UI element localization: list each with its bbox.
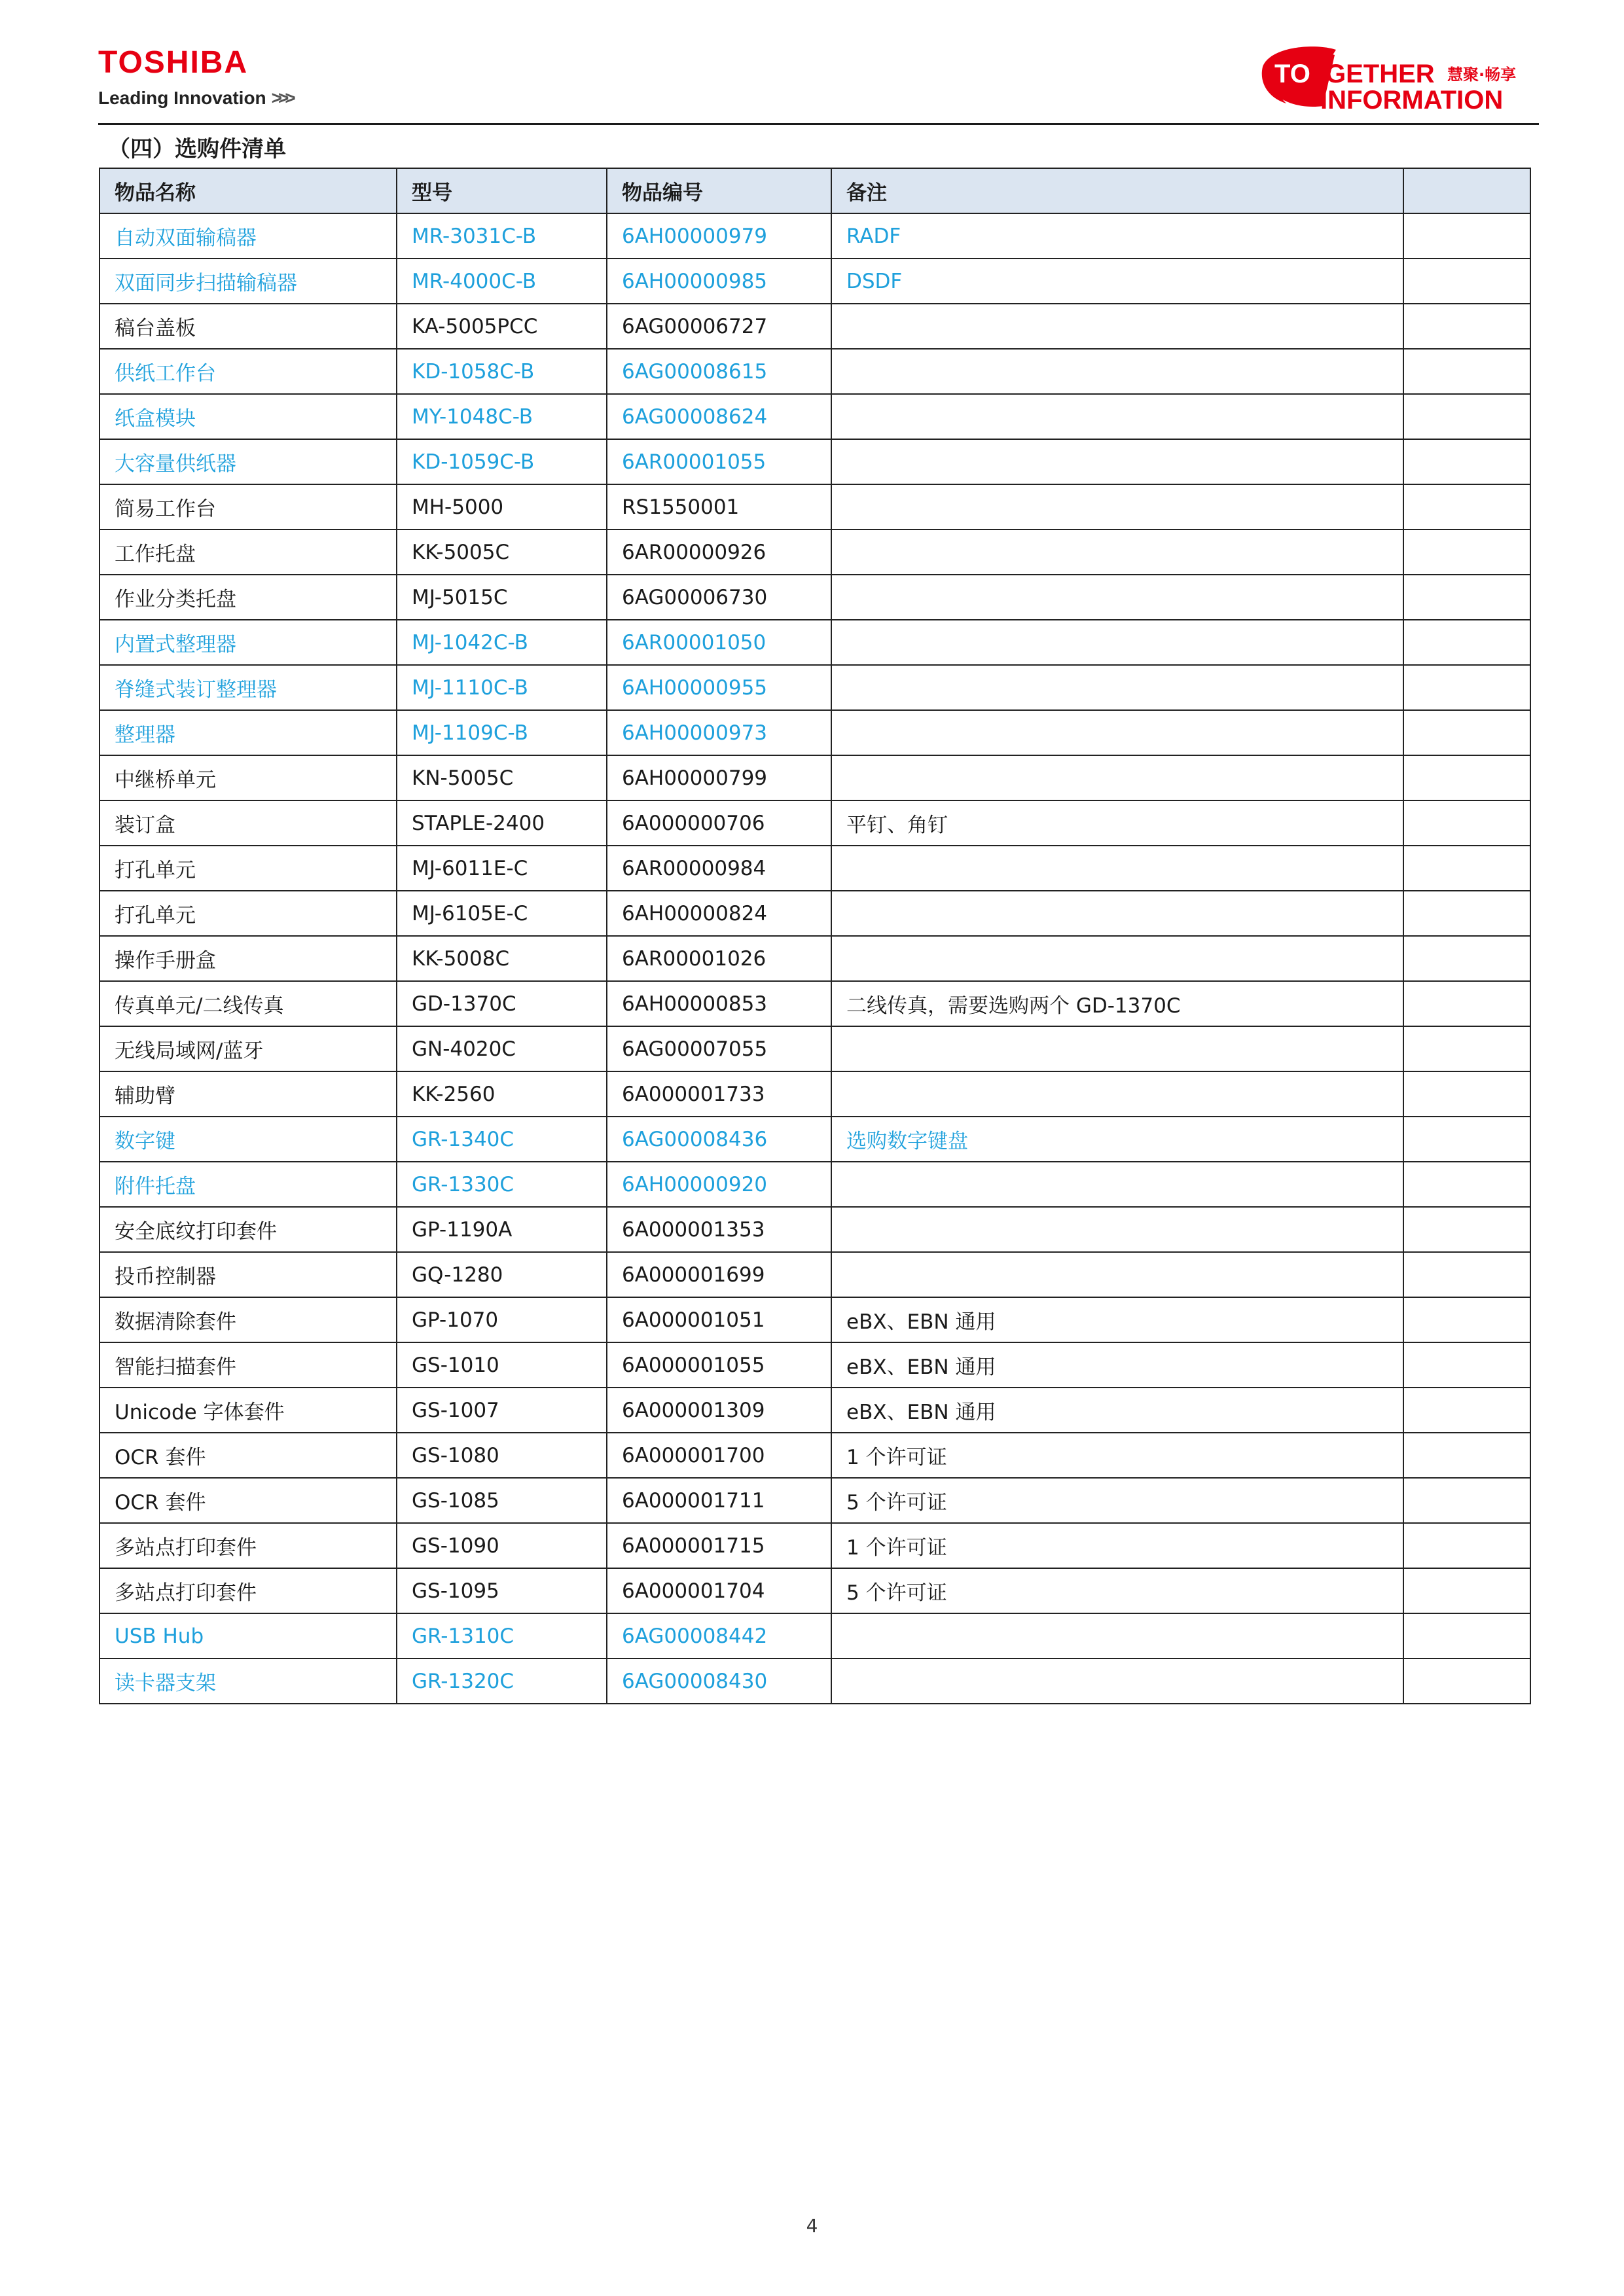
cell-blank [1403, 529, 1530, 575]
table-row [99, 304, 1530, 349]
cell-blank [1403, 846, 1530, 891]
cell-item-code: RS1550001 [607, 484, 831, 529]
cell-note [831, 1071, 1403, 1117]
cell-item-name: 作业分类托盘 [99, 575, 397, 620]
cell-model: MJ-6105E-C [397, 891, 607, 936]
cell-model: MJ-1109C-B [397, 710, 607, 755]
logo-text-cn: 慧聚·畅享 [1447, 65, 1517, 84]
cell-item-code: 6AH00000955 [607, 665, 831, 710]
cell-note: 1 个许可证 [831, 1433, 1403, 1478]
section-title: （四）选购件清单 [108, 136, 286, 162]
cell-model: MJ-1042C-B [397, 620, 607, 665]
cell-item-name: 简易工作台 [99, 484, 397, 529]
cell-blank [1403, 800, 1530, 846]
cell-note [831, 755, 1403, 800]
cell-item-name: 安全底纹打印套件 [99, 1207, 397, 1252]
cell-item-name: 打孔单元 [99, 891, 397, 936]
cell-note: eBX、EBN 通用 [831, 1297, 1403, 1342]
cell-blank [1403, 1523, 1530, 1568]
cell-item-name: 多站点打印套件 [99, 1523, 397, 1568]
cell-note [831, 710, 1403, 755]
cell-item-code: 6A000001309 [607, 1388, 831, 1433]
together-information-logo [1257, 41, 1526, 116]
table-row [99, 1117, 1530, 1162]
cell-note [831, 529, 1403, 575]
table-row [99, 800, 1530, 846]
cell-blank [1403, 1342, 1530, 1388]
cell-item-code: 6AH00000824 [607, 891, 831, 936]
cell-model: GP-1070 [397, 1297, 607, 1342]
cell-item-code: 6A000001715 [607, 1523, 831, 1568]
cell-note: RADF [831, 213, 1403, 259]
cell-item-name: 多站点打印套件 [99, 1568, 397, 1613]
cell-item-name: 中继桥单元 [99, 755, 397, 800]
cell-item-code: 6A000001055 [607, 1342, 831, 1388]
cell-model: GN-4020C [397, 1026, 607, 1071]
cell-blank [1403, 484, 1530, 529]
cell-blank [1403, 1388, 1530, 1433]
table-row [99, 349, 1530, 394]
table-row [99, 1252, 1530, 1297]
cell-blank [1403, 755, 1530, 800]
table-row [99, 529, 1530, 575]
cell-item-code: 6AR00001050 [607, 620, 831, 665]
table-row [99, 1207, 1530, 1252]
table-row [99, 1162, 1530, 1207]
page-number: 4 [806, 2215, 818, 2236]
cell-blank [1403, 1297, 1530, 1342]
cell-blank [1403, 439, 1530, 484]
cell-item-code: 6AH00000973 [607, 710, 831, 755]
cell-note: eBX、EBN 通用 [831, 1388, 1403, 1433]
chevrons-icon: >>> [271, 88, 292, 108]
cell-note: 5 个许可证 [831, 1568, 1403, 1613]
cell-model: MH-5000 [397, 484, 607, 529]
cell-blank [1403, 665, 1530, 710]
cell-model: KN-5005C [397, 755, 607, 800]
cell-item-name: 供纸工作台 [99, 349, 397, 394]
table-row [99, 1071, 1530, 1117]
cell-item-name: USB Hub [99, 1613, 397, 1659]
cell-note [831, 349, 1403, 394]
cell-item-code: 6AH00000799 [607, 755, 831, 800]
cell-item-code: 6AH00000979 [607, 213, 831, 259]
cell-model: GP-1190A [397, 1207, 607, 1252]
brand-name: TOSHIBA [98, 45, 249, 80]
cell-blank [1403, 213, 1530, 259]
cell-model: GS-1090 [397, 1523, 607, 1568]
cell-item-code: 6AH00000853 [607, 981, 831, 1026]
cell-model: GS-1095 [397, 1568, 607, 1613]
cell-item-code: 6AG00008430 [607, 1659, 831, 1704]
cell-item-code: 6AG00008436 [607, 1117, 831, 1162]
cell-blank [1403, 1613, 1530, 1659]
cell-item-name: Unicode 字体套件 [99, 1388, 397, 1433]
cell-item-code: 6A000001733 [607, 1071, 831, 1117]
cell-blank [1403, 891, 1530, 936]
cell-item-code: 6AG00008624 [607, 394, 831, 439]
cell-model: MR-3031C-B [397, 213, 607, 259]
cell-model: GS-1080 [397, 1433, 607, 1478]
table-row [99, 1523, 1530, 1568]
table-row [99, 846, 1530, 891]
cell-note: 二线传真，需要选购两个 GD-1370C [831, 981, 1403, 1026]
table-row [99, 213, 1530, 259]
cell-model: GD-1370C [397, 981, 607, 1026]
cell-note [831, 1659, 1403, 1704]
cell-model: GS-1085 [397, 1478, 607, 1523]
cell-item-name: 稿台盖板 [99, 304, 397, 349]
cell-blank [1403, 1026, 1530, 1071]
cell-model: MJ-1110C-B [397, 665, 607, 710]
table-row [99, 665, 1530, 710]
cell-item-code: 6AR00000926 [607, 529, 831, 575]
cell-item-code: 6AR00001026 [607, 936, 831, 981]
header-blank [1403, 168, 1530, 213]
cell-item-code: 6AG00008615 [607, 349, 831, 394]
cell-model: KK-2560 [397, 1071, 607, 1117]
cell-item-code: 6AH00000985 [607, 259, 831, 304]
cell-model: STAPLE-2400 [397, 800, 607, 846]
cell-blank [1403, 1252, 1530, 1297]
cell-note [831, 665, 1403, 710]
cell-blank [1403, 1659, 1530, 1704]
cell-note [831, 891, 1403, 936]
cell-item-name: 传真单元/二线传真 [99, 981, 397, 1026]
table-row [99, 891, 1530, 936]
table-row [99, 1478, 1530, 1523]
cell-note: 1 个许可证 [831, 1523, 1403, 1568]
cell-item-code: 6A000001353 [607, 1207, 831, 1252]
cell-blank [1403, 1568, 1530, 1613]
cell-model: GR-1320C [397, 1659, 607, 1704]
cell-item-name: 数据清除套件 [99, 1297, 397, 1342]
cell-item-name: 打孔单元 [99, 846, 397, 891]
table-row [99, 1026, 1530, 1071]
table-row [99, 755, 1530, 800]
cell-model: GR-1310C [397, 1613, 607, 1659]
cell-item-name: 无线局域网/蓝牙 [99, 1026, 397, 1071]
table-row [99, 575, 1530, 620]
cell-blank [1403, 1478, 1530, 1523]
cell-note: 选购数字键盘 [831, 1117, 1403, 1162]
cell-blank [1403, 349, 1530, 394]
cell-blank [1403, 1433, 1530, 1478]
cell-note [831, 1252, 1403, 1297]
cell-note [831, 1613, 1403, 1659]
table-row [99, 981, 1530, 1026]
cell-blank [1403, 575, 1530, 620]
table-row [99, 1659, 1530, 1704]
cell-blank [1403, 1117, 1530, 1162]
cell-item-name: 自动双面输稿器 [99, 213, 397, 259]
cell-item-name: 大容量供纸器 [99, 439, 397, 484]
cell-note [831, 936, 1403, 981]
cell-item-name: 附件托盘 [99, 1162, 397, 1207]
cell-item-name: 工作托盘 [99, 529, 397, 575]
cell-note [831, 394, 1403, 439]
table-row [99, 936, 1530, 981]
cell-note [831, 439, 1403, 484]
header-divider [98, 123, 1539, 125]
cell-note [831, 846, 1403, 891]
toshiba-logo [98, 47, 292, 109]
header-model: 型号 [397, 168, 607, 213]
cell-blank [1403, 259, 1530, 304]
table-row [99, 439, 1530, 484]
table-row [99, 484, 1530, 529]
cell-item-code: 6A000000706 [607, 800, 831, 846]
cell-note: DSDF [831, 259, 1403, 304]
cell-model: GS-1010 [397, 1342, 607, 1388]
table-row [99, 259, 1530, 304]
table-row [99, 620, 1530, 665]
cell-note [831, 1026, 1403, 1071]
cell-item-code: 6A000001700 [607, 1433, 831, 1478]
table-row [99, 710, 1530, 755]
cell-item-code: 6AR00000984 [607, 846, 831, 891]
cell-note [831, 1162, 1403, 1207]
cell-item-name: 辅助臂 [99, 1071, 397, 1117]
cell-item-code: 6AG00007055 [607, 1026, 831, 1071]
cell-note: 5 个许可证 [831, 1478, 1403, 1523]
cell-item-name: OCR 套件 [99, 1433, 397, 1478]
cell-blank [1403, 304, 1530, 349]
cell-note [831, 620, 1403, 665]
cell-model: MR-4000C-B [397, 259, 607, 304]
cell-item-code: 6A000001051 [607, 1297, 831, 1342]
cell-note [831, 304, 1403, 349]
cell-note: eBX、EBN 通用 [831, 1342, 1403, 1388]
cell-note: 平钉、角钉 [831, 800, 1403, 846]
cell-blank [1403, 1071, 1530, 1117]
cell-item-code: 6AG00006727 [607, 304, 831, 349]
cell-item-name: 数字键 [99, 1117, 397, 1162]
table-row [99, 1433, 1530, 1478]
cell-item-name: 装订盒 [99, 800, 397, 846]
brand-tagline-row [98, 88, 292, 109]
cell-item-code: 6A000001711 [607, 1478, 831, 1523]
cell-model: GR-1340C [397, 1117, 607, 1162]
header-note: 备注 [831, 168, 1403, 213]
cell-model: KA-5005PCC [397, 304, 607, 349]
cell-blank [1403, 1207, 1530, 1252]
cell-blank [1403, 1162, 1530, 1207]
cell-note [831, 575, 1403, 620]
cell-model: GQ-1280 [397, 1252, 607, 1297]
cell-item-name: OCR 套件 [99, 1478, 397, 1523]
cell-item-code: 6AR00001055 [607, 439, 831, 484]
table-row [99, 1568, 1530, 1613]
cell-blank [1403, 394, 1530, 439]
cell-blank [1403, 981, 1530, 1026]
cell-item-name: 读卡器支架 [99, 1659, 397, 1704]
table-row [99, 1613, 1530, 1659]
brand-tagline: Leading Innovation [98, 88, 266, 108]
cell-model: KD-1059C-B [397, 439, 607, 484]
cell-blank [1403, 620, 1530, 665]
cell-model: GR-1330C [397, 1162, 607, 1207]
table-row [99, 1388, 1530, 1433]
cell-model: MJ-5015C [397, 575, 607, 620]
cell-item-code: 6AG00006730 [607, 575, 831, 620]
cell-note [831, 1207, 1403, 1252]
cell-item-code: 6AH00000920 [607, 1162, 831, 1207]
cell-model: KK-5005C [397, 529, 607, 575]
cell-model: MJ-6011E-C [397, 846, 607, 891]
table-body [99, 213, 1530, 1704]
cell-model: KK-5008C [397, 936, 607, 981]
cell-model: GS-1007 [397, 1388, 607, 1433]
table-row [99, 394, 1530, 439]
options-table [99, 168, 1531, 1704]
cell-blank [1403, 936, 1530, 981]
table-row [99, 1342, 1530, 1388]
logo-text-information: INFORMATION [1320, 86, 1504, 115]
cell-blank [1403, 710, 1530, 755]
header-item-code: 物品编号 [607, 168, 831, 213]
cell-item-name: 投币控制器 [99, 1252, 397, 1297]
table-row [99, 1297, 1530, 1342]
header-item-name: 物品名称 [99, 168, 397, 213]
together-logo-graphic [1257, 41, 1526, 116]
cell-item-name: 脊缝式装订整理器 [99, 665, 397, 710]
logo-text-to: TO [1274, 60, 1310, 88]
cell-item-name: 整理器 [99, 710, 397, 755]
cell-item-name: 操作手册盒 [99, 936, 397, 981]
cell-model: MY-1048C-B [397, 394, 607, 439]
cell-item-code: 6A000001704 [607, 1568, 831, 1613]
logo-text-gether: GETHER [1326, 60, 1435, 88]
table-header-row [99, 168, 1530, 213]
cell-item-name: 智能扫描套件 [99, 1342, 397, 1388]
cell-item-name: 内置式整理器 [99, 620, 397, 665]
cell-item-name: 纸盒模块 [99, 394, 397, 439]
cell-item-code: 6A000001699 [607, 1252, 831, 1297]
cell-model: KD-1058C-B [397, 349, 607, 394]
cell-note [831, 484, 1403, 529]
cell-item-name: 双面同步扫描输稿器 [99, 259, 397, 304]
cell-item-code: 6AG00008442 [607, 1613, 831, 1659]
